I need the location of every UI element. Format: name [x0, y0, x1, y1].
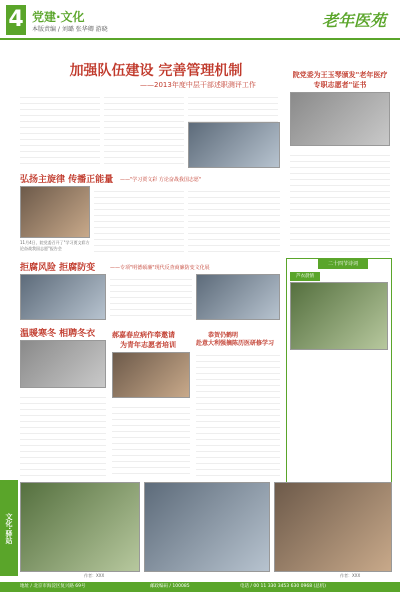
culture-section-tab: 文化·驿站	[0, 480, 18, 576]
footer-postcode: 邮政编码 / 100085	[150, 584, 190, 589]
text-line	[112, 468, 190, 474]
masthead-logo: 老年医苑	[321, 11, 386, 30]
story-title: 郝嘉春应病作奉邀请	[112, 330, 175, 339]
editors-line: 本版责编 / 刘璐 张华卿 游晓	[32, 26, 108, 33]
text-line	[188, 246, 280, 252]
poetry-box-label: 芦衣晨情	[290, 272, 320, 281]
story-title: 弘扬主旋律 传播正能量	[20, 175, 114, 185]
article-text-block	[110, 274, 192, 320]
text-line	[94, 246, 184, 252]
exhibition-photo	[20, 274, 106, 320]
text-line	[196, 470, 280, 476]
text-line	[20, 470, 106, 476]
article-text-block	[20, 392, 106, 478]
article-text-block	[104, 92, 184, 168]
article-text-block	[196, 350, 280, 478]
story-subtitle: 为青年志愿者培训	[120, 340, 176, 349]
text-line	[110, 310, 192, 316]
certificate-photo	[290, 92, 390, 146]
meeting-photo	[188, 122, 280, 168]
article-text-block	[112, 402, 190, 478]
exhibition-photo	[196, 274, 280, 320]
text-line	[290, 246, 390, 252]
section-title: 党建·文化	[32, 10, 85, 24]
story-title: 拒腐风险 拒腐防变	[20, 263, 96, 273]
story-subtitle: ——专项"明德硕廉"现代反查商廉防变文化展	[110, 265, 210, 271]
photo-credit: 作者：XXX	[340, 573, 361, 578]
article-text-block	[94, 186, 184, 256]
story-title: 温暖寒冬 相聘冬衣	[20, 329, 96, 339]
article-text-block	[20, 92, 100, 168]
article-text-block	[290, 150, 390, 254]
donation-photo	[20, 340, 106, 388]
temple-photo	[274, 482, 392, 572]
story-title: 恭贺仍鹤明	[208, 332, 239, 339]
nature-photo	[20, 482, 140, 572]
footer-address: 地址 / 北京市海淀区复兴路 69号	[20, 584, 86, 589]
footer-phone: 电话 / 00 11 330 3453 630 0968 (总机)	[240, 584, 327, 589]
main-headline: 加强队伍建设 完善管理机制	[69, 63, 243, 79]
poetry-section-label: 二十四节诗词	[318, 259, 368, 269]
page-number: 4	[6, 5, 26, 35]
article-text-block	[188, 186, 280, 256]
training-photo	[112, 352, 190, 398]
text-line	[104, 158, 184, 164]
page-header	[0, 0, 400, 40]
page-footer	[0, 582, 400, 592]
story-subtitle: ——"学习贾文彩 方论奋战我国志愿"	[120, 177, 202, 183]
story-subtitle: 赴意大利强摘陈历医研修学习	[196, 340, 275, 347]
landscape-painting	[290, 282, 388, 350]
building-photo	[144, 482, 270, 572]
article-text-block	[188, 92, 278, 122]
text-line	[20, 158, 100, 164]
photo-caption: 11月4日，院党委召开了"学习贾文彩方论奋战我国志愿"报告会	[20, 240, 90, 251]
award-photo	[20, 186, 90, 238]
photo-credit: 作者：XXX	[84, 573, 105, 578]
sidebar-headline: 院党委为王玉琴颁发"老年医疗专职志愿者"证书	[292, 71, 388, 89]
main-subheadline: ——2013年度中层干部述职测评工作	[140, 81, 256, 89]
